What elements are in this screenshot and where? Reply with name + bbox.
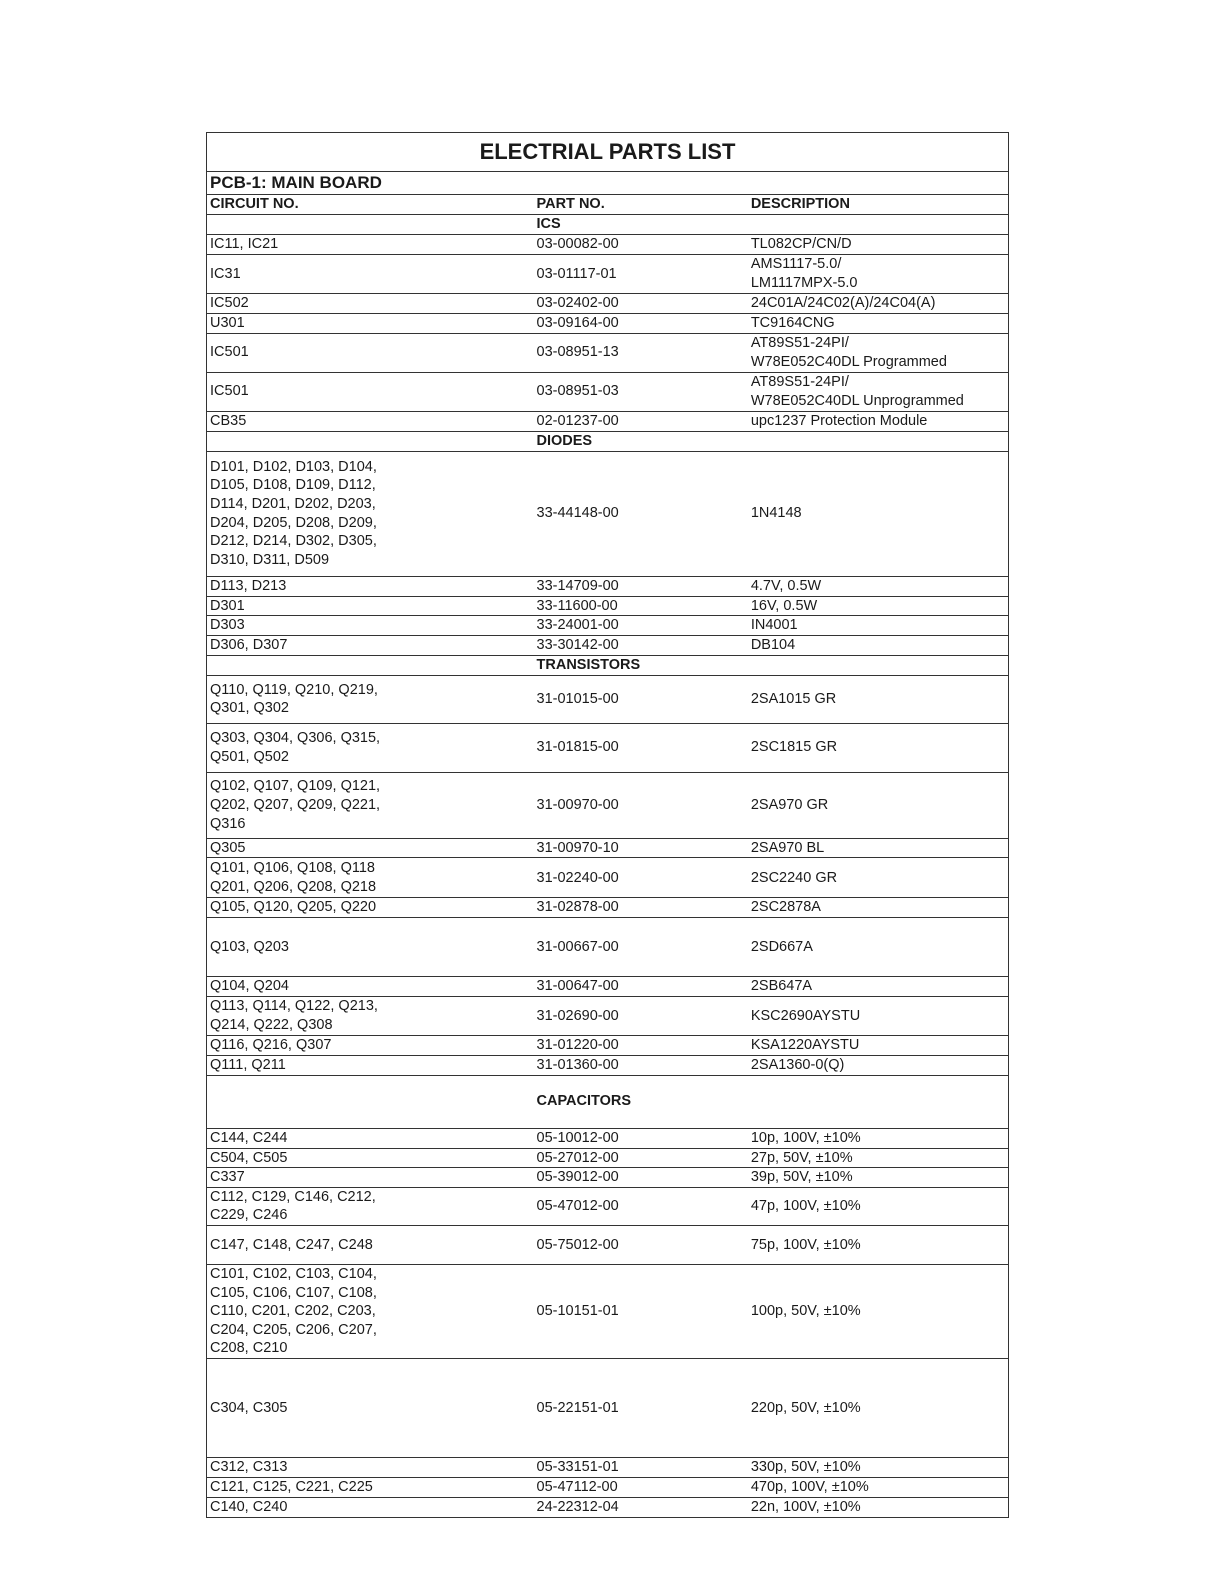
- circuit-no-cell: C140, C240: [207, 1497, 534, 1517]
- circuit-no-cell: Q113, Q114, Q122, Q213, Q214, Q222, Q308: [207, 996, 534, 1035]
- category-row: [207, 215, 1009, 235]
- part-no-cell: 24-22312-04: [534, 1497, 748, 1517]
- circuit-no-cell: C312, C313: [207, 1457, 534, 1477]
- part-no-cell: 03-02402-00: [534, 294, 748, 314]
- parts-list-sheet: [206, 132, 1009, 1518]
- description-cell: 16V, 0.5W: [748, 596, 1009, 616]
- circuit-no-cell: D113, D213: [207, 576, 534, 596]
- table-row: [207, 294, 1009, 314]
- description-cell: 24C01A/24C02(A)/24C04(A): [748, 294, 1009, 314]
- circuit-no-cell: D303: [207, 616, 534, 636]
- header-description: DESCRIPTION: [748, 195, 1009, 215]
- description-cell: 2SC2240 GR: [748, 858, 1009, 898]
- part-no-cell: 31-02690-00: [534, 996, 748, 1035]
- circuit-no-cell: Q103, Q203: [207, 917, 534, 976]
- header-circuit-no: CIRCUIT NO.: [207, 195, 534, 215]
- page-title: ELECTRIAL PARTS LIST: [207, 133, 1009, 172]
- column-header-row: [207, 195, 1009, 215]
- description-cell: 10p, 100V, ±10%: [748, 1128, 1009, 1148]
- circuit-no-cell: Q104, Q204: [207, 976, 534, 996]
- table-row: [207, 616, 1009, 636]
- part-no-cell: 05-47012-00: [534, 1187, 748, 1225]
- part-no-cell: 33-24001-00: [534, 616, 748, 636]
- part-no-cell: 03-08951-03: [534, 372, 748, 411]
- part-no-cell: 03-01117-01: [534, 255, 748, 294]
- description-cell: 2SB647A: [748, 976, 1009, 996]
- description-cell: 47p, 100V, ±10%: [748, 1187, 1009, 1225]
- table-row: [207, 636, 1009, 656]
- category-spacer: [207, 215, 534, 235]
- category-label: ICS: [534, 215, 1009, 235]
- description-cell: 2SD667A: [748, 917, 1009, 976]
- description-cell: TC9164CNG: [748, 313, 1009, 333]
- category-label: CAPACITORS: [534, 1075, 1009, 1128]
- board-title: PCB-1: MAIN BOARD: [207, 172, 1009, 195]
- circuit-no-cell: U301: [207, 313, 534, 333]
- circuit-no-cell: Q303, Q304, Q306, Q315, Q501, Q502: [207, 723, 534, 772]
- category-spacer: [207, 1075, 534, 1128]
- table-row: [207, 1358, 1009, 1457]
- category-label: DIODES: [534, 431, 1009, 451]
- circuit-no-cell: D306, D307: [207, 636, 534, 656]
- description-cell: 4.7V, 0.5W: [748, 576, 1009, 596]
- circuit-no-cell: D101, D102, D103, D104, D105, D108, D109, D112, D114, D201, D202, D203, D204, D205, D208, D209, D212, D214, D302, D305, D310, D311, D509: [207, 451, 534, 576]
- circuit-no-cell: C144, C244: [207, 1128, 534, 1148]
- description-cell: 75p, 100V, ±10%: [748, 1225, 1009, 1264]
- table-row: [207, 772, 1009, 838]
- table-row: [207, 1497, 1009, 1517]
- description-cell: 2SA1360-0(Q): [748, 1055, 1009, 1075]
- header-part-no: PART NO.: [534, 195, 748, 215]
- circuit-no-cell: Q111, Q211: [207, 1055, 534, 1075]
- table-row: [207, 1264, 1009, 1358]
- part-no-cell: 05-47112-00: [534, 1477, 748, 1497]
- part-no-cell: 31-00970-10: [534, 838, 748, 858]
- table-row: [207, 313, 1009, 333]
- part-no-cell: 31-01220-00: [534, 1035, 748, 1055]
- table-row: [207, 996, 1009, 1035]
- category-row: [207, 1075, 1009, 1128]
- description-cell: 2SC2878A: [748, 898, 1009, 918]
- table-row: [207, 333, 1009, 372]
- circuit-no-cell: C337: [207, 1168, 534, 1188]
- part-no-cell: 03-09164-00: [534, 313, 748, 333]
- category-row: [207, 655, 1009, 675]
- circuit-no-cell: IC31: [207, 255, 534, 294]
- circuit-no-cell: IC501: [207, 372, 534, 411]
- circuit-no-cell: C112, C129, C146, C212, C229, C246: [207, 1187, 534, 1225]
- table-row: [207, 675, 1009, 723]
- table-row: [207, 1168, 1009, 1188]
- part-no-cell: 05-75012-00: [534, 1225, 748, 1264]
- circuit-no-cell: Q116, Q216, Q307: [207, 1035, 534, 1055]
- description-cell: TL082CP/CN/D: [748, 235, 1009, 255]
- part-no-cell: 31-00647-00: [534, 976, 748, 996]
- table-row: [207, 235, 1009, 255]
- part-no-cell: 05-39012-00: [534, 1168, 748, 1188]
- circuit-no-cell: Q101, Q106, Q108, Q118 Q201, Q206, Q208, Q218: [207, 858, 534, 898]
- part-no-cell: 31-02240-00: [534, 858, 748, 898]
- table-row: [207, 451, 1009, 576]
- circuit-no-cell: C101, C102, C103, C104, C105, C106, C107, C108, C110, C201, C202, C203, C204, C205, C206, C207, C208, C210: [207, 1264, 534, 1358]
- table-row: [207, 1055, 1009, 1075]
- part-no-cell: 05-10012-00: [534, 1128, 748, 1148]
- category-spacer: [207, 655, 534, 675]
- description-cell: AMS1117-5.0/ LM1117MPX-5.0: [748, 255, 1009, 294]
- table-row: [207, 723, 1009, 772]
- table-row: [207, 1128, 1009, 1148]
- part-no-cell: 05-22151-01: [534, 1358, 748, 1457]
- circuit-no-cell: CB35: [207, 411, 534, 431]
- circuit-no-cell: Q102, Q107, Q109, Q121, Q202, Q207, Q209, Q221, Q316: [207, 772, 534, 838]
- circuit-no-cell: C304, C305: [207, 1358, 534, 1457]
- description-cell: 2SA970 GR: [748, 772, 1009, 838]
- description-cell: DB104: [748, 636, 1009, 656]
- description-cell: 330p, 50V, ±10%: [748, 1457, 1009, 1477]
- part-no-cell: 05-10151-01: [534, 1264, 748, 1358]
- part-no-cell: 05-33151-01: [534, 1457, 748, 1477]
- circuit-no-cell: C147, C148, C247, C248: [207, 1225, 534, 1264]
- table-row: [207, 858, 1009, 898]
- description-cell: KSA1220AYSTU: [748, 1035, 1009, 1055]
- description-cell: 2SC1815 GR: [748, 723, 1009, 772]
- description-cell: KSC2690AYSTU: [748, 996, 1009, 1035]
- part-no-cell: 31-01015-00: [534, 675, 748, 723]
- table-row: [207, 1457, 1009, 1477]
- table-row: [207, 1477, 1009, 1497]
- description-cell: IN4001: [748, 616, 1009, 636]
- circuit-no-cell: C121, C125, C221, C225: [207, 1477, 534, 1497]
- description-cell: 27p, 50V, ±10%: [748, 1148, 1009, 1168]
- description-cell: 39p, 50V, ±10%: [748, 1168, 1009, 1188]
- circuit-no-cell: IC502: [207, 294, 534, 314]
- category-label: TRANSISTORS: [534, 655, 1009, 675]
- category-spacer: [207, 431, 534, 451]
- table-row: [207, 1035, 1009, 1055]
- table-row: [207, 411, 1009, 431]
- description-cell: 470p, 100V, ±10%: [748, 1477, 1009, 1497]
- table-row: [207, 1148, 1009, 1168]
- description-cell: 100p, 50V, ±10%: [748, 1264, 1009, 1358]
- part-no-cell: 03-08951-13: [534, 333, 748, 372]
- description-cell: AT89S51-24PI/ W78E052C40DL Programmed: [748, 333, 1009, 372]
- table-row: [207, 838, 1009, 858]
- part-no-cell: 33-11600-00: [534, 596, 748, 616]
- description-cell: AT89S51-24PI/ W78E052C40DL Unprogrammed: [748, 372, 1009, 411]
- parts-table: [206, 132, 1009, 1518]
- part-no-cell: 31-00970-00: [534, 772, 748, 838]
- part-no-cell: 31-01815-00: [534, 723, 748, 772]
- circuit-no-cell: IC501: [207, 333, 534, 372]
- table-row: [207, 255, 1009, 294]
- table-row: [207, 596, 1009, 616]
- circuit-no-cell: Q110, Q119, Q210, Q219, Q301, Q302: [207, 675, 534, 723]
- circuit-no-cell: Q105, Q120, Q205, Q220: [207, 898, 534, 918]
- part-no-cell: 31-01360-00: [534, 1055, 748, 1075]
- description-cell: 1N4148: [748, 451, 1009, 576]
- title-row: [207, 133, 1009, 172]
- description-cell: 220p, 50V, ±10%: [748, 1358, 1009, 1457]
- description-cell: 2SA1015 GR: [748, 675, 1009, 723]
- part-no-cell: 31-00667-00: [534, 917, 748, 976]
- table-row: [207, 372, 1009, 411]
- table-row: [207, 576, 1009, 596]
- circuit-no-cell: Q305: [207, 838, 534, 858]
- table-row: [207, 917, 1009, 976]
- table-row: [207, 976, 1009, 996]
- table-row: [207, 1225, 1009, 1264]
- circuit-no-cell: IC11, IC21: [207, 235, 534, 255]
- part-no-cell: 33-44148-00: [534, 451, 748, 576]
- part-no-cell: 33-14709-00: [534, 576, 748, 596]
- part-no-cell: 05-27012-00: [534, 1148, 748, 1168]
- table-row: [207, 898, 1009, 918]
- table-row: [207, 1187, 1009, 1225]
- part-no-cell: 03-00082-00: [534, 235, 748, 255]
- part-no-cell: 02-01237-00: [534, 411, 748, 431]
- description-cell: 2SA970 BL: [748, 838, 1009, 858]
- description-cell: upc1237 Protection Module: [748, 411, 1009, 431]
- circuit-no-cell: D301: [207, 596, 534, 616]
- category-row: [207, 431, 1009, 451]
- description-cell: 22n, 100V, ±10%: [748, 1497, 1009, 1517]
- circuit-no-cell: C504, C505: [207, 1148, 534, 1168]
- part-no-cell: 31-02878-00: [534, 898, 748, 918]
- part-no-cell: 33-30142-00: [534, 636, 748, 656]
- board-row: [207, 172, 1009, 195]
